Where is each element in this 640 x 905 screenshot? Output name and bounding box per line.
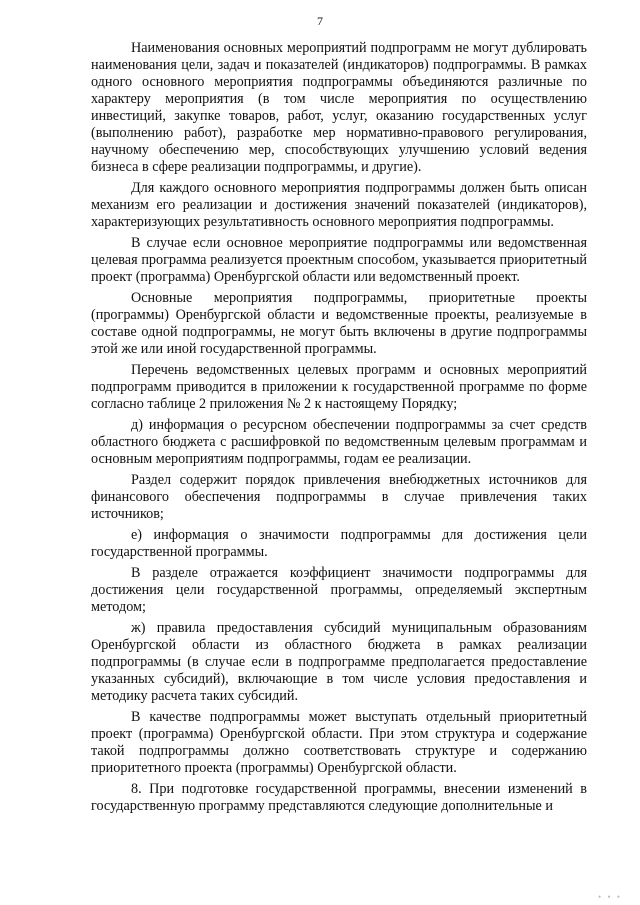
paragraph: д) информация о ресурсном обеспечении подпрограммы за счет средств областного бюджета с расшифровкой по ведомственным целевым программам и основным мероприятиям подпрограммы, годам ее реализации.	[91, 417, 587, 467]
paragraph: Основные мероприятия подпрограммы, приоритетные проекты (программы) Оренбургской области и ведомственные проекты, реализуемые в составе одной подпрограммы, не могут быть включены в другие подпрограммы этой же или иной государственной программы.	[91, 290, 587, 357]
paragraph: ж) правила предоставления субсидий муниципальным образованиям Оренбургской области из областного бюджета в рамках реализации подпрограммы (в случае если в подпрограмме предполагается предоставление указанных субсидий), включающие в том числе условия предоставления и методику расчета таких субсидий.	[91, 620, 587, 704]
paragraph: Наименования основных мероприятий подпрограмм не могут дублировать наименования цели, задач и показателей (индикаторов) подпрограммы. В рамках одного основного мероприятия подпрограммы объединяются различные по характеру мероприятия (в том числе мероприятия по осуществлению инвестиций, закупке товаров, работ, услуг, оказанию государственных услуг (выполнению работ), разработке мер нормативно-правового регулирования, научному обеспечению мер, способствующих улучшению условий ведения бизнеса в сфере реализации подпрограммы, и другие).	[91, 40, 587, 175]
paragraph: В случае если основное мероприятие подпрограммы или ведомственная целевая программа реализуется проектным способом, указывается приоритетный проект (программа) Оренбургской области или ведомственный проект.	[91, 235, 587, 285]
scan-artifact: • • •	[598, 892, 622, 902]
paragraph: В качестве подпрограммы может выступать отдельный приоритетный проект (программа) Оренбургской области. При этом структура и содержание такой подпрограммы должно соответствовать структуре и содержанию приоритетного проекта (программы) Оренбургской области.	[91, 709, 587, 776]
paragraph: Для каждого основного мероприятия подпрограммы должен быть описан механизм его реализации и достижения значений показателей (индикаторов), характеризующих результативность основного мероприятия подпрограммы.	[91, 180, 587, 230]
paragraph: 8. При подготовке государственной программы, внесении изменений в государственную программу представляются следующие дополнительные и	[91, 781, 587, 814]
paragraph: Перечень ведомственных целевых программ и основных мероприятий подпрограмм приводится в приложении к государственной программе по форме согласно таблице 2 приложения № 2 к настоящему Порядку;	[91, 362, 587, 412]
page-number: 7	[317, 14, 323, 28]
document-body	[91, 40, 587, 819]
paragraph: В разделе отражается коэффициент значимости подпрограммы для достижения цели государственной программы, определяемый экспертным методом;	[91, 565, 587, 615]
paragraph: е) информация о значимости подпрограммы для достижения цели государственной программы.	[91, 527, 587, 560]
paragraph: Раздел содержит порядок привлечения внебюджетных источников для финансового обеспечения подпрограммы в случае привлечения таких источников;	[91, 472, 587, 522]
